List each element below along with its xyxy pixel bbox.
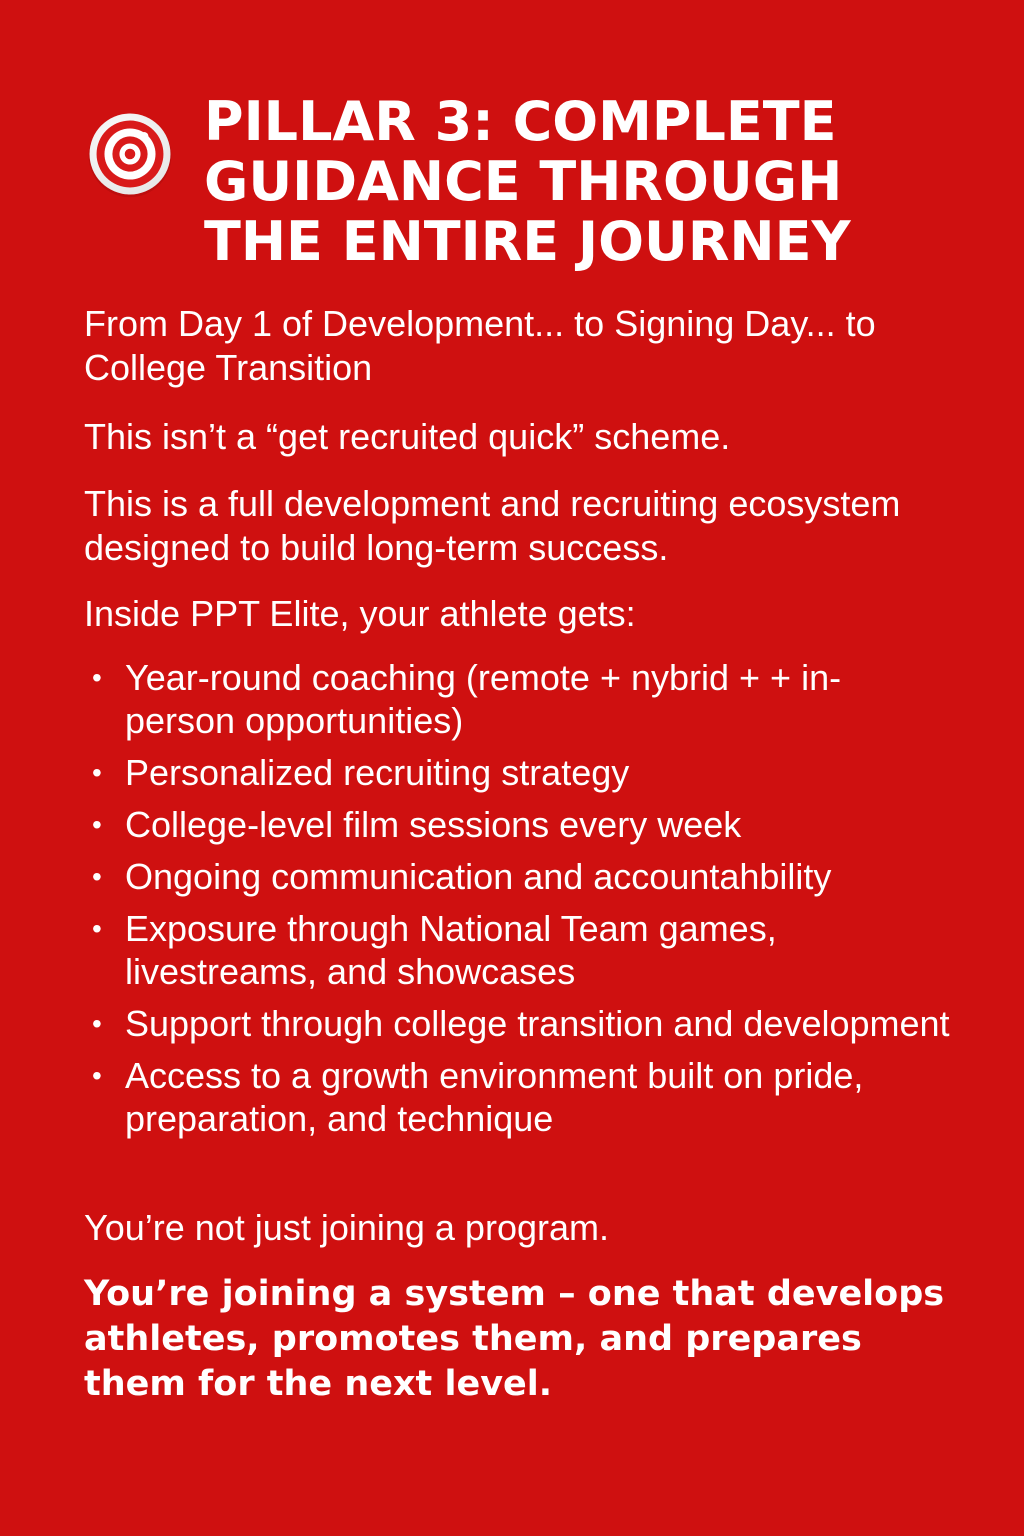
list-item: [90, 855, 950, 898]
bullet-icon: •: [92, 662, 102, 693]
benefits-list: [90, 656, 950, 1149]
list-item: [90, 656, 950, 742]
scheme-paragraph: This isn’t a “get recruited quick” scheme.: [84, 416, 731, 457]
ecosystem-paragraph: This is a full development and recruiting ecosystem designed to build long-term success.: [84, 483, 901, 568]
list-item-text: Year-round coaching (remote + nybrid + + in-person opportunities): [125, 657, 842, 741]
bullet-icon: •: [92, 1008, 102, 1039]
bullet-icon: •: [92, 1060, 102, 1091]
header: [86, 92, 986, 272]
bullet-icon: •: [92, 861, 102, 892]
list-item-text: Exposure through National Team games, livestreams, and showcases: [125, 908, 777, 992]
page-title: PILLAR 3: COMPLETE GUIDANCE THROUGH THE ENTIRE JOURNEY: [204, 90, 851, 273]
list-item: [90, 803, 950, 846]
list-item-text: Access to a growth environment built on pride, preparation, and technique: [125, 1055, 864, 1139]
list-item-text: Support through college transition and development: [125, 1003, 950, 1044]
list-item: [90, 751, 950, 794]
system-paragraph: You’re joining a system – one that develops athletes, promotes them, and prepares them for the next level.: [84, 1274, 945, 1404]
list-item-text: College-level film sessions every week: [125, 804, 742, 845]
bullet-icon: •: [92, 809, 102, 840]
list-item: [90, 1002, 950, 1045]
list-item-text: Ongoing communication and accountahbility: [125, 856, 832, 897]
bullet-icon: •: [92, 913, 102, 944]
inside-paragraph: Inside PPT Elite, your athlete gets:: [84, 593, 636, 634]
subtitle: From Day 1 of Development... to Signing Day... to College Transition: [84, 303, 876, 388]
target-icon: [86, 110, 174, 198]
list-item-text: Personalized recruiting strategy: [125, 752, 630, 793]
bullet-icon: •: [92, 757, 102, 788]
not-just-paragraph: You’re not just joining a program.: [84, 1207, 609, 1248]
list-item: [90, 1054, 950, 1140]
list-item: [90, 907, 950, 993]
